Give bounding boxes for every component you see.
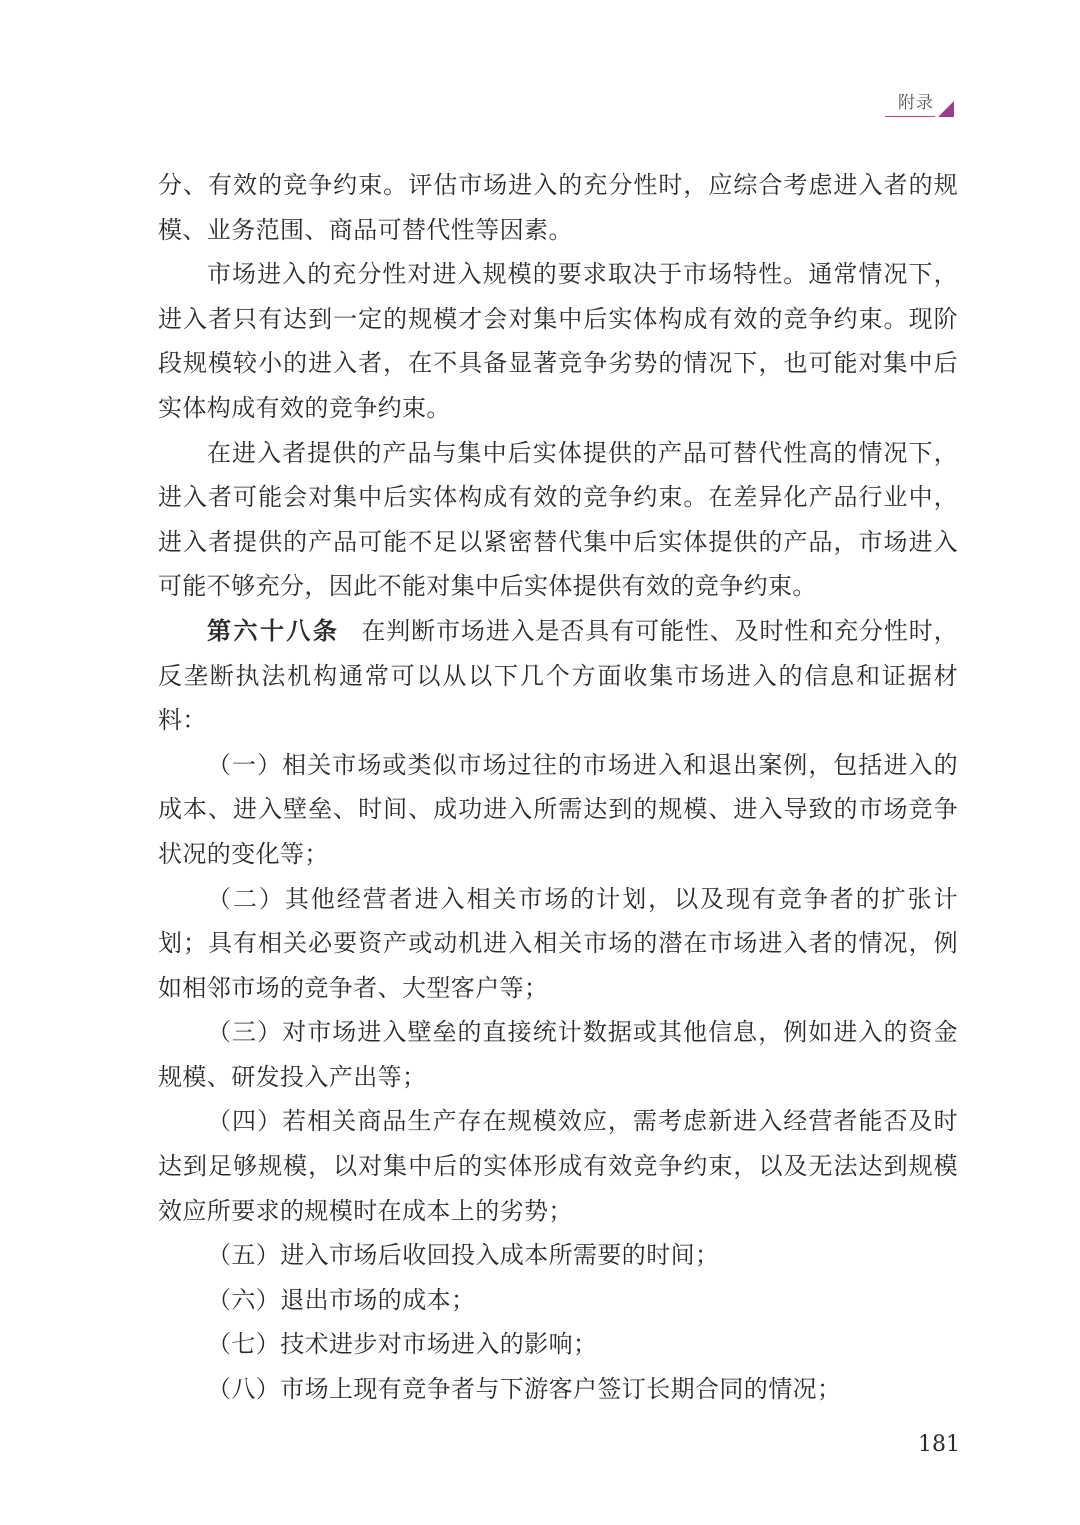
list-item: （三）对市场进入壁垒的直接统计数据或其他信息，例如进入的资金规模、研发投入产出等； <box>158 1018 958 1091</box>
list-item: （五）进入市场后收回投入成本所需要的时间； <box>207 1241 720 1270</box>
paragraph-continued: 分、有效的竞争约束。评估市场进入的充分性时，应综合考虑进入者的规模、业务范围、商品可替代性等因素。 <box>158 171 958 244</box>
list-item: （八）市场上现有竞争者与下游客户签订长期合同的情况； <box>207 1375 842 1404</box>
list-item: （七）技术进步对市场进入的影响； <box>207 1330 598 1359</box>
list-item: （二）其他经营者进入相关市场的计划，以及现有竞争者的扩张计划；具有相关必要资产或动机进入相关市场的潜在市场进入者的情况，例如相邻市场的竞争者、大型客户等； <box>158 884 958 1002</box>
list-item: （一）相关市场或类似市场过往的市场进入和退出案例，包括进入的成本、进入壁垒、时间、成功进入所需达到的规模、进入导致的市场竞争状况的变化等； <box>158 750 958 868</box>
list-item: （四）若相关商品生产存在规模效应，需考虑新进入经营者能否及时达到足够规模，以对集中后的实体形成有效竞争约束，以及无法达到规模效应所要求的规模时在成本上的劣势； <box>158 1107 958 1225</box>
header-label: 附录 <box>898 93 934 113</box>
article-heading: 第六十八条 <box>207 616 340 645</box>
header-triangle-icon <box>938 101 954 117</box>
page-body <box>158 163 958 1412</box>
article-text: 在判断市场进入是否具有可能性、及时性和充分性时，反垄断执法机构通常可以从以下几个方面收集市场进入的信息和证据材料： <box>158 616 959 735</box>
list-item: （六）退出市场的成本； <box>207 1285 476 1314</box>
running-header <box>880 88 960 124</box>
paragraph: 市场进入的充分性对进入规模的要求取决于市场特性。通常情况下，进入者只有达到一定的规模才会对集中后实体构成有效的竞争约束。现阶段规模较小的进入者，在不具备显著竞争劣势的情况下，也可能对集中后实体构成有效的竞争约束。 <box>158 260 958 422</box>
paragraph: 在进入者提供的产品与集中后实体提供的产品可替代性高的情况下，进入者可能会对集中后实体构成有效的竞争约束。在差异化产品行业中，进入者提供的产品可能不足以紧密替代集中后实体提供的产品，市场进入可能不够充分，因此不能对集中后实体提供有效的竞争约束。 <box>158 438 958 601</box>
article-68 <box>158 609 958 743</box>
page-number: 181 <box>918 1432 960 1457</box>
header-rule <box>885 116 935 117</box>
